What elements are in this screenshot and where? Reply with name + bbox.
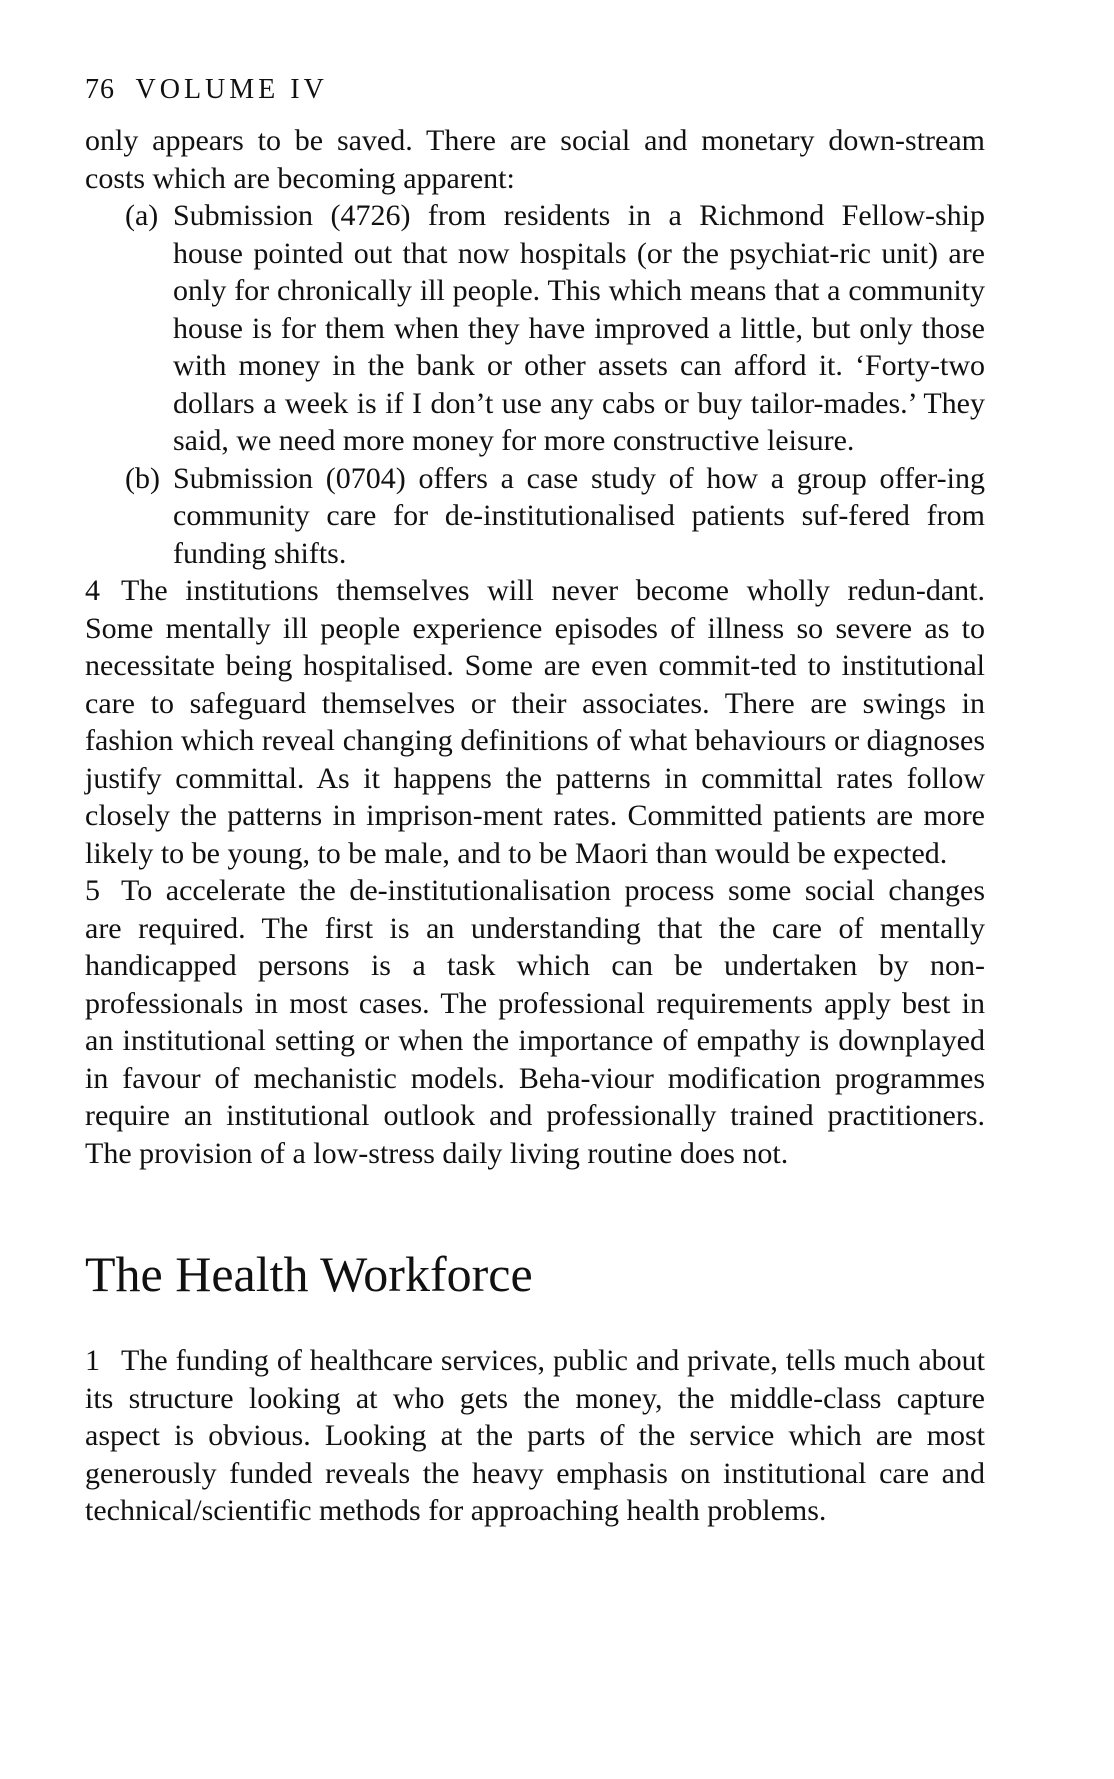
sub-item bbox=[125, 460, 985, 573]
paragraph-text: To accelerate the de-institutionalisation process some social changes are required. The first is an understanding that the care of mentally handicapped persons is a task which can be undertaken by non-professionals in most cases. The professional requirements apply best in an institutional setting or when the importance of empathy is downplayed in favour of mechanistic models. Beha-viour modification programmes require an institutional outlook and professionally trained practitioners. The provision of a low-stress daily living routine does not. bbox=[85, 874, 985, 1170]
book-page bbox=[85, 72, 985, 1530]
sub-item-text: Submission (0704) offers a case study of how a group offer-ing community care for de-institutionalised patients suf-fered from funding shifts. bbox=[173, 461, 985, 570]
numbered-paragraph bbox=[85, 1342, 985, 1530]
paragraph-number: 1 bbox=[85, 1344, 100, 1377]
paragraph-text: The institutions themselves will never become wholly redun-dant. Some mentally ill people experience episodes of illness so severe as to necessitate being hospitalised. Some are even commit-ted to institutional care to safeguard themselves or their associates. There are swings in fashion which reveal changing definitions of what behaviours or diagnoses justify committal. As it happens the patterns in committal rates follow closely the patterns in imprison-ment rates. Committed patients are more likely to be young, to be male, and to be Maori than would be expected. bbox=[85, 574, 985, 870]
sub-item-list bbox=[125, 197, 985, 572]
numbered-paragraph bbox=[85, 872, 985, 1172]
section-title: The Health Workforce bbox=[85, 1246, 533, 1302]
sub-item-text: Submission (4726) from residents in a Richmond Fellow-ship house pointed out that now hospitals (or the psychiat-ric unit) are only for chronically ill people. This which means that a community house is for them when they have improved a little, but only those with money in the bank or other assets can afford it. ‘Forty-two dollars a week is if I don’t use any cabs or buy tailor-mades.’ They said, we need more money for more constructive leisure. bbox=[173, 199, 985, 457]
numbered-paragraph bbox=[85, 572, 985, 872]
sub-item bbox=[125, 197, 985, 460]
running-head bbox=[85, 72, 985, 108]
paragraph-text: The funding of healthcare services, public and private, tells much about its structure looking at who gets the money, the middle-class capture aspect is obvious. Looking at the parts of the service which are most generously funded reveals the heavy emphasis on institutional care and technical/scientific methods for approaching health problems. bbox=[85, 1344, 985, 1527]
intro-paragraph: only appears to be saved. There are social and monetary down-stream costs which are becoming apparent: bbox=[85, 124, 985, 195]
sub-item-marker: (b) bbox=[125, 461, 160, 495]
page-number: 76 bbox=[85, 74, 115, 105]
paragraph-number: 4 bbox=[85, 574, 100, 607]
paragraph-number: 5 bbox=[85, 874, 100, 907]
sub-item-marker: (a) bbox=[125, 199, 159, 232]
volume-label: VOLUME IV bbox=[135, 74, 328, 105]
